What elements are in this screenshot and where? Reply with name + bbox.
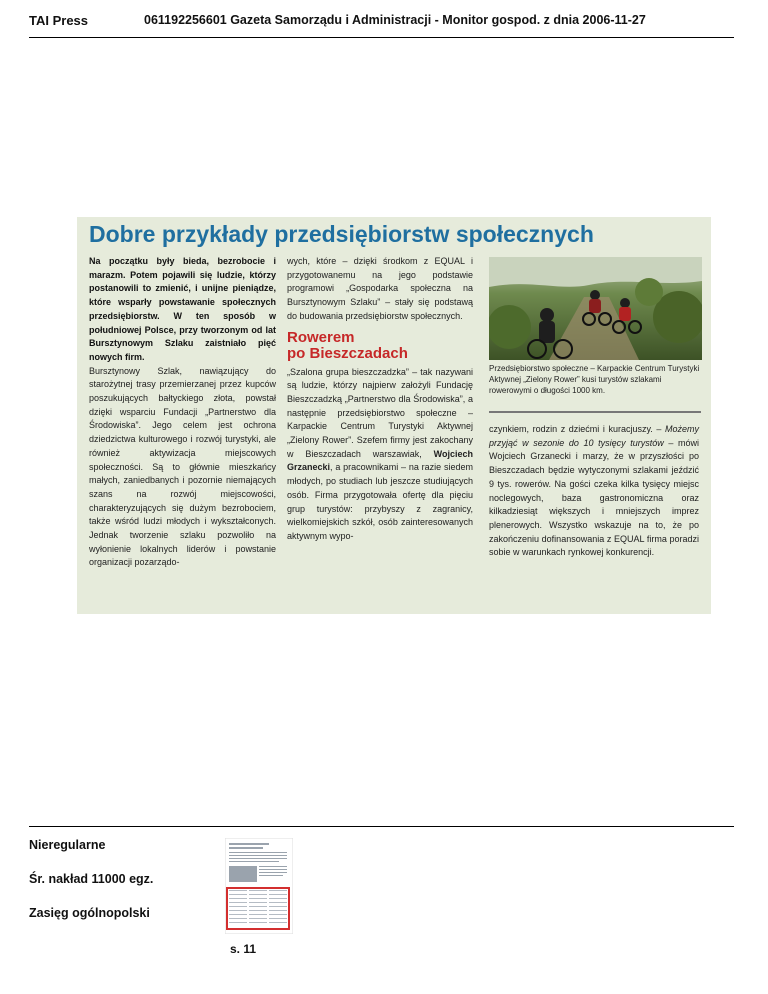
article-body-3 [489, 423, 699, 560]
subheading-line-2: po Bieszczadach [287, 344, 408, 362]
publisher-name: TAI Press [29, 13, 89, 28]
quote: Możemy przyjąć w sezonie do 10 tysięcy turystów [489, 424, 699, 448]
body-2b: , a pracownikami – na razie siedem młodych, po studiach lub jeszcze studiujących osób. Firma przygotowała ofertę dla pięciu grup turystów: przybyszy z zagranicy, wielkomiejskich szkół, osób zainteresowanych aktywnym wypo- [287, 462, 473, 541]
article-highlight-frame [226, 887, 290, 930]
article-lead: Na początku były bieda, bezrobocie i marazm. Potem pojawili się ludzie, którzy postanowili to zmienić, i unijne pieniądze, które wsparły powstawanie społecznych przedsiębiorstw. W ten sposób w południowej Polsce, przy tworzonym od lat Bursztynowym Szlaku zaistniało pięć nowych firm. [89, 256, 276, 362]
footer-rule [29, 826, 734, 827]
article-body-1: Bursztynowy Szlak, nawiązujący do starożytnej trasy przemierzanej przez kupców poszukujących bałtyckiego złota, powstał dzięki wsparciu Fundacji „Partnerstwo dla Środowiska”. Jego celem jest ochrona dziedzictwa kulturowego i rozwój turystyki, ale również aktywizacja miejscowych społeczności. Są to głównie mieszkańcy małych, zaniedbanych i pozornie niemających szans na rozwój miejscowości, charakteryzujących się dużym bezrobociem, także wśród ludzi młodych i wykształconych. Jednak tworzenie szlaku pozwoliło na wyłonienie lokalnych liderów i powstanie organizacji pozarządo- [89, 365, 276, 568]
article-column-2 [287, 255, 473, 544]
header-rule [29, 37, 734, 38]
publication-frequency: Nieregularne [29, 838, 106, 852]
press-clipping [77, 217, 711, 614]
caption-divider [489, 411, 701, 413]
circulation: Śr. nakład 11000 egz. [29, 872, 154, 886]
cyclists-photo [489, 257, 702, 360]
body-2a: „Szalona grupa bieszczadzka” – tak nazywani są ludzie, którzy najpierw założyli Fundację Bieszczadzką „Partnerstwo dla Środowiska”, a następnie przedsiębiorstwo społeczne – Karpackie Centrum Turystyki Aktywnej „Zielony Rower”. Szefem firmy jest zakochany w Bieszczadach warszawiak, [287, 366, 473, 459]
reach: Zasięg ogólnopolski [29, 906, 150, 920]
source-info: 061192256601 Gazeta Samorządu i Administracji - Monitor gospod. z dnia 2006-11-27 [144, 13, 646, 27]
page-number: s. 11 [230, 942, 257, 956]
article-column-1 [89, 255, 276, 570]
photo-caption: Przedsiębiorstwo społeczne – Karpackie Centrum Turystyki Aktywnej „Zielony Rower” kusi turystów szlakami rowerowymi o długości 1000 km. [489, 364, 700, 395]
body-3b: – mówi Wojciech Grzanecki i marzy, że w przyszłości po Bieszczadach będzie wytyczonymi szlakami jeździć 9 tys. rowerów. Na gości czeka kilka tysięcy miejsc noclegowych, baza gastronomiczna oraz kilkadziesiąt większych i mniejszych imprez plenerowych. Wszystko wskazuje na to, że po zakończeniu dofinansowania z EQUAL firma poradzi sobie w warunkach rynkowej konkurencji. [489, 437, 699, 558]
article-column-3 [489, 423, 699, 560]
subheading [287, 330, 473, 362]
article-title: Dobre przykłady przedsiębiorstw społecznych [89, 221, 594, 247]
body-3a: czynkiem, rodzin z dziećmi i kuracjuszy. – [489, 424, 665, 434]
article-body-2 [287, 366, 473, 544]
subheading-line-1: Rowerem [287, 328, 355, 346]
article-body-2-top: wych, które – dzięki środkom z EQUAL i przygotowanemu na jego podstawie programowi „Gospodarka społeczna na Bursztynowym Szlaku” – stały się podstawą do budowania przedsiębiorstw społecznych. [287, 256, 473, 321]
person-name: Wojciech Grzanecki [287, 448, 473, 473]
